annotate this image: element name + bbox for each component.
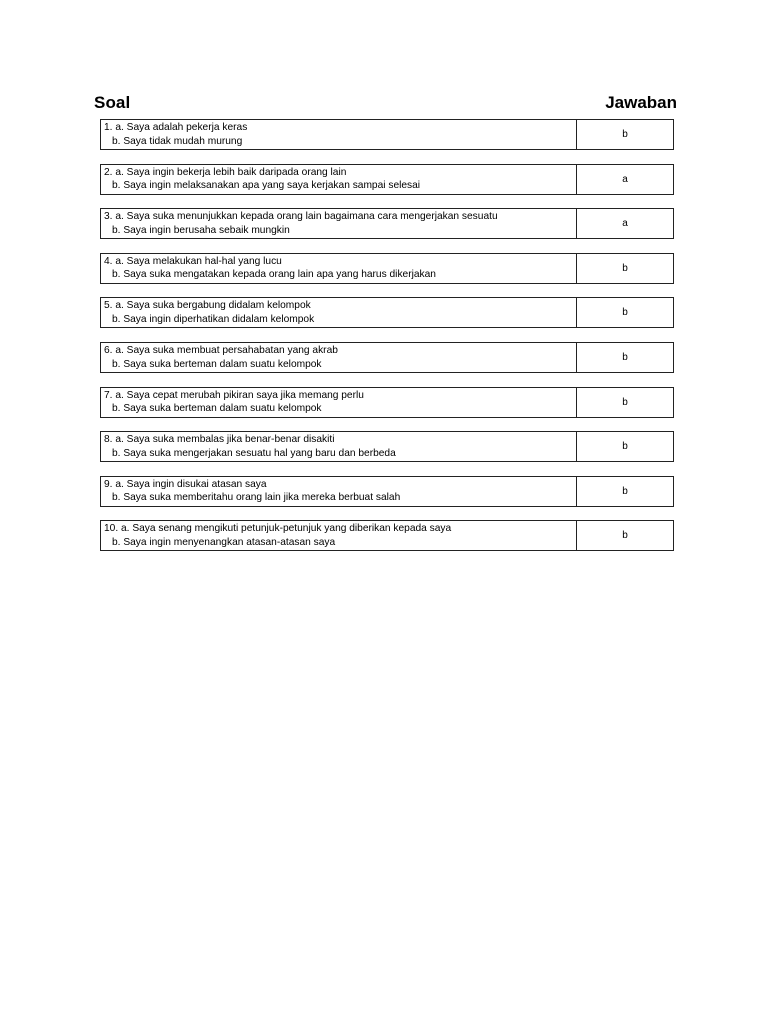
answer-cell: b (622, 307, 628, 319)
question-cell (101, 388, 577, 417)
question-row-1 (100, 119, 674, 150)
option-b-text: b. Saya suka berteman dalam suatu kelompok (112, 403, 322, 415)
question-cell (101, 343, 577, 372)
option-b-text: b. Saya suka mengatakan kepada orang lain apa yang harus dikerjakan (112, 269, 436, 281)
question-row-8 (100, 431, 674, 462)
option-a-text: 8. a. Saya suka membalas jika benar-benar disakiti (104, 434, 335, 446)
question-cell (101, 165, 577, 194)
option-b-text: b. Saya ingin diperhatikan didalam kelompok (112, 313, 315, 325)
option-b-text: b. Saya suka berteman dalam suatu kelompok (112, 358, 322, 370)
option-a-text: 2. a. Saya ingin bekerja lebih baik daripada orang lain (104, 166, 347, 178)
question-cell (101, 521, 577, 550)
question-row-7 (100, 387, 674, 418)
option-a-text: 6. a. Saya suka membuat persahabatan yang akrab (104, 344, 338, 356)
question-row-9 (100, 476, 674, 507)
answer-cell: b (622, 485, 628, 497)
option-a-text: 1. a. Saya adalah pekerja keras (104, 122, 248, 133)
option-a-text: 7. a. Saya cepat merubah pikiran saya jika memang perlu (104, 389, 364, 401)
question-row-10 (100, 520, 674, 551)
option-b-text: b. Saya suka mengerjakan sesuatu hal yang baru dan berbeda (112, 447, 396, 459)
option-b-text: b. Saya ingin berusaha sebaik mungkin (112, 224, 290, 236)
answer-cell: b (622, 530, 628, 542)
table-header (94, 93, 677, 117)
answer-column-heading: Jawaban (605, 93, 677, 112)
question-row-4 (100, 253, 674, 284)
option-a-text: 3. a. Saya suka menunjukkan kepada orang lain bagaimana cara mengerjakan sesuatu (104, 211, 498, 223)
option-a-text: 9. a. Saya ingin disukai atasan saya (104, 478, 267, 490)
answer-cell: b (622, 351, 628, 363)
option-b-text: b. Saya ingin melaksanakan apa yang saya kerjakan sampai selesai (112, 180, 421, 192)
option-a-text: 4. a. Saya melakukan hal-hal yang lucu (104, 255, 282, 267)
answer-cell: b (622, 129, 628, 140)
question-cell (101, 209, 577, 238)
answer-cell: b (622, 441, 628, 453)
answer-cell: b (622, 262, 628, 274)
question-column-heading: Soal (94, 93, 131, 112)
question-cell (101, 298, 577, 327)
answer-cell: a (622, 173, 628, 185)
answer-cell: b (622, 396, 628, 408)
question-row-3 (100, 208, 674, 239)
option-b-text: b. Saya tidak mudah murung (112, 135, 243, 147)
question-row-2 (100, 164, 674, 195)
question-table (100, 119, 674, 565)
question-row-5 (100, 297, 674, 328)
option-b-text: b. Saya suka memberitahu orang lain jika mereka berbuat salah (112, 492, 401, 504)
question-cell (101, 432, 577, 461)
question-cell (101, 120, 577, 149)
question-cell (101, 477, 577, 506)
answer-cell: a (622, 218, 628, 230)
option-b-text: b. Saya ingin menyenangkan atasan-atasan saya (112, 536, 336, 548)
question-cell (101, 254, 577, 283)
question-row-6 (100, 342, 674, 373)
option-a-text: 10. a. Saya senang mengikuti petunjuk-petunjuk yang diberikan kepada saya (104, 523, 452, 535)
option-a-text: 5. a. Saya suka bergabung didalam kelompok (104, 300, 311, 312)
